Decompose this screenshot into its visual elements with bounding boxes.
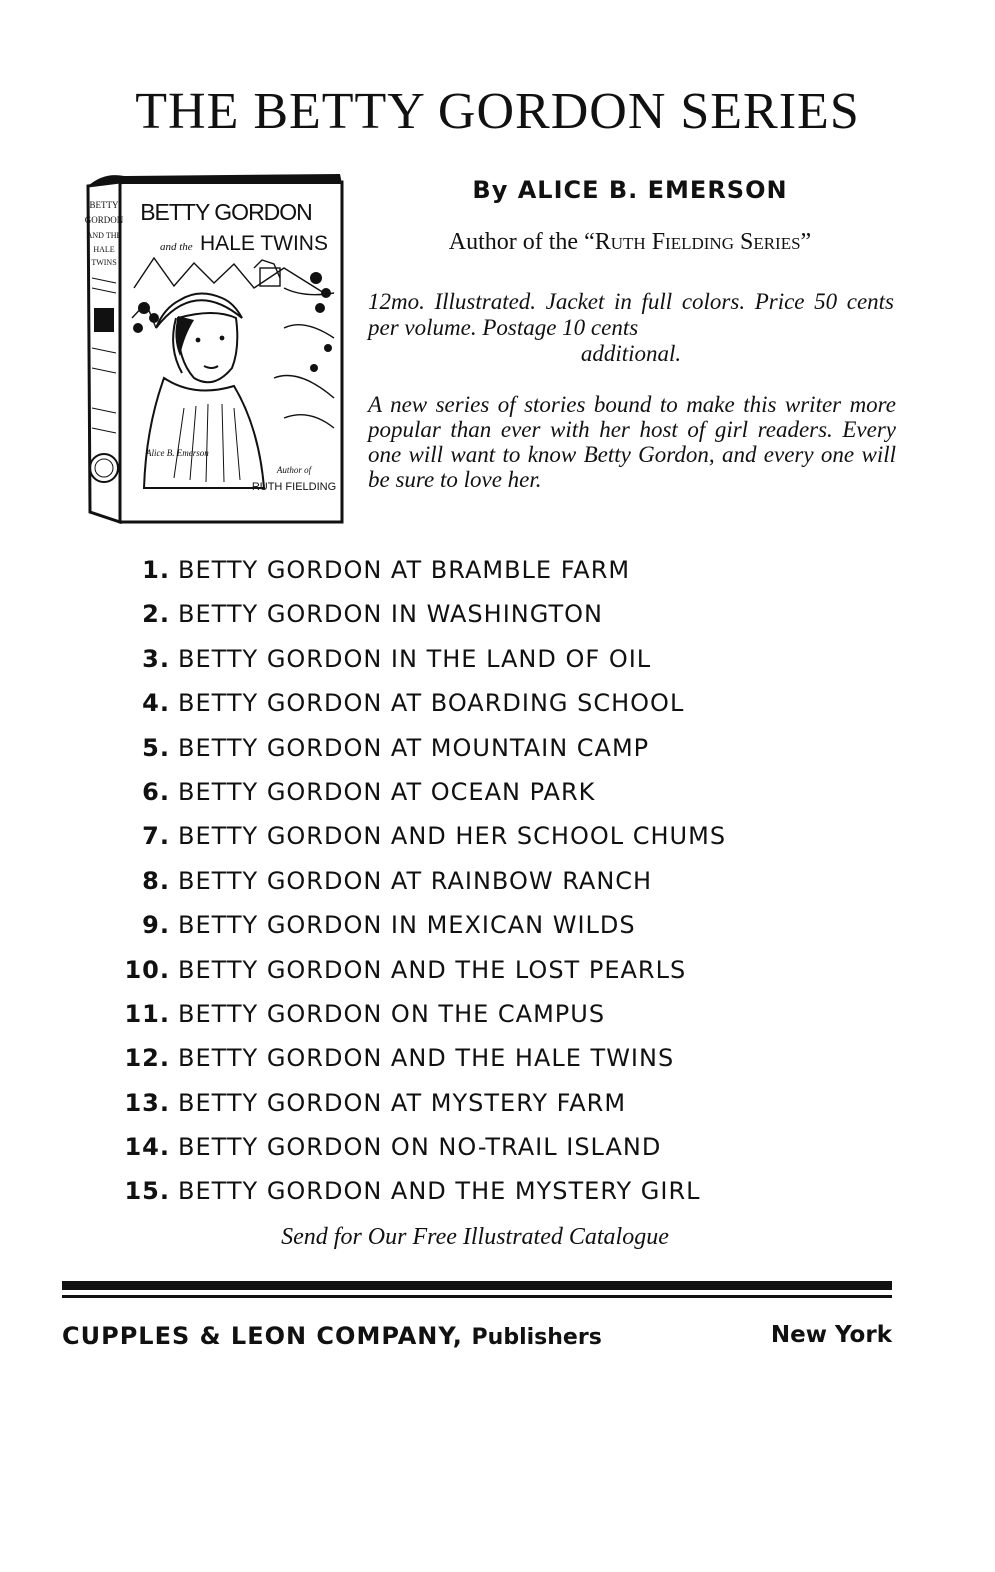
book-title: BETTY GORDON ON THE CAMPUS: [178, 999, 606, 1028]
cover-title-prefix: and the: [160, 241, 193, 253]
author-of-series: Ruth Fielding Series: [594, 229, 801, 255]
svg-text:AND THE: AND THE: [86, 231, 122, 240]
list-item: 14. BETTY GORDON ON NO-TRAIL ISLAND: [124, 1133, 662, 1162]
book-title: BETTY GORDON AT RAINBOW RANCH: [178, 866, 653, 895]
title-list: [108, 548, 726, 1214]
edition-details-text: 12mo. Illustrated. Jacket in full colors. Price 50 cents per volume. Postage 10 cents: [368, 289, 894, 340]
svg-text:BETTY: BETTY: [89, 200, 119, 210]
book-title: BETTY GORDON AND THE LOST PEARLS: [178, 955, 687, 984]
book-title: BETTY GORDON AT MOUNTAIN CAMP: [178, 733, 650, 762]
catalogue-note: Send for Our Free Illustrated Catalogue: [281, 1224, 669, 1250]
book-title: BETTY GORDON AT OCEAN PARK: [178, 777, 596, 806]
book-title: BETTY GORDON IN WASHINGTON: [178, 600, 603, 629]
cover-author-series: RUTH FIELDING: [251, 481, 337, 493]
publisher-name: CUPPLES & LEON COMPANY,: [62, 1322, 463, 1350]
edition-details: [368, 289, 894, 367]
author-of-suffix: ”: [800, 229, 812, 255]
divider-thick: [62, 1281, 892, 1290]
list-item: 9. BETTY GORDON IN MEXICAN WILDS: [142, 911, 636, 940]
author-byline: By ALICE B. EMERSON: [472, 176, 788, 204]
list-item: 15. BETTY GORDON AND THE MYSTERY GIRL: [124, 1177, 701, 1206]
author-of-line: [368, 229, 892, 256]
list-item: 13. BETTY GORDON AT MYSTERY FARM: [124, 1088, 627, 1117]
author-of-prefix: Author of the “: [448, 229, 595, 255]
page-title: THE BETTY GORDON SERIES: [135, 83, 860, 140]
list-item: 5. BETTY GORDON AT MOUNTAIN CAMP: [142, 733, 650, 762]
list-item: 7. BETTY GORDON AND HER SCHOOL CHUMS: [142, 822, 727, 851]
divider-thin: [62, 1295, 892, 1298]
list-item: 1. BETTY GORDON AT BRAMBLE FARM: [142, 556, 631, 584]
book-title: BETTY GORDON ON NO-TRAIL ISLAND: [178, 1133, 662, 1162]
svg-text:HALE: HALE: [93, 245, 115, 254]
publisher-city: New York: [770, 1322, 892, 1348]
book-title: BETTY GORDON AT MYSTERY FARM: [178, 1088, 627, 1117]
svg-text:GORDON: GORDON: [84, 215, 124, 225]
publisher-role: Publishers: [471, 1325, 602, 1350]
series-description: A new series of stories bound to make this writer more popular than ever with her host of girl readers. Every one will want to know Betty Gordon, and every one will be sure to love her.: [368, 392, 896, 492]
list-item: 4. BETTY GORDON AT BOARDING SCHOOL: [142, 689, 685, 718]
book-title: BETTY GORDON AT BRAMBLE FARM: [178, 556, 631, 584]
book-title: BETTY GORDON IN MEXICAN WILDS: [178, 911, 636, 940]
book-title: BETTY GORDON AND THE MYSTERY GIRL: [178, 1177, 701, 1206]
svg-text:TWINS: TWINS: [91, 258, 117, 267]
list-item: 3. BETTY GORDON IN THE LAND OF OIL: [142, 644, 652, 673]
publisher-line: [62, 1322, 602, 1350]
book-title: BETTY GORDON IN THE LAND OF OIL: [178, 644, 652, 673]
book-cover-illustration: [84, 168, 346, 526]
cover-title-line2: HALE TWINS: [200, 232, 328, 255]
list-item: 2. BETTY GORDON IN WASHINGTON: [142, 600, 603, 629]
book-title: BETTY GORDON AND THE HALE TWINS: [178, 1044, 675, 1073]
list-item: 10. BETTY GORDON AND THE LOST PEARLS: [124, 955, 687, 984]
list-item: 12. BETTY GORDON AND THE HALE TWINS: [124, 1044, 675, 1073]
cover-author-small: Alice B. Emerson: [146, 448, 209, 458]
cover-title-line1: BETTY GORDON: [140, 199, 312, 225]
cover-author-note: Author of: [276, 465, 312, 475]
list-item: 6. BETTY GORDON AT OCEAN PARK: [142, 777, 596, 806]
list-item: 8. BETTY GORDON AT RAINBOW RANCH: [142, 866, 653, 895]
book-title: BETTY GORDON AT BOARDING SCHOOL: [178, 689, 685, 718]
edition-details-last: additional.: [580, 341, 682, 366]
list-item: 11. BETTY GORDON ON THE CAMPUS: [124, 999, 606, 1028]
book-title: BETTY GORDON AND HER SCHOOL CHUMS: [178, 822, 727, 851]
